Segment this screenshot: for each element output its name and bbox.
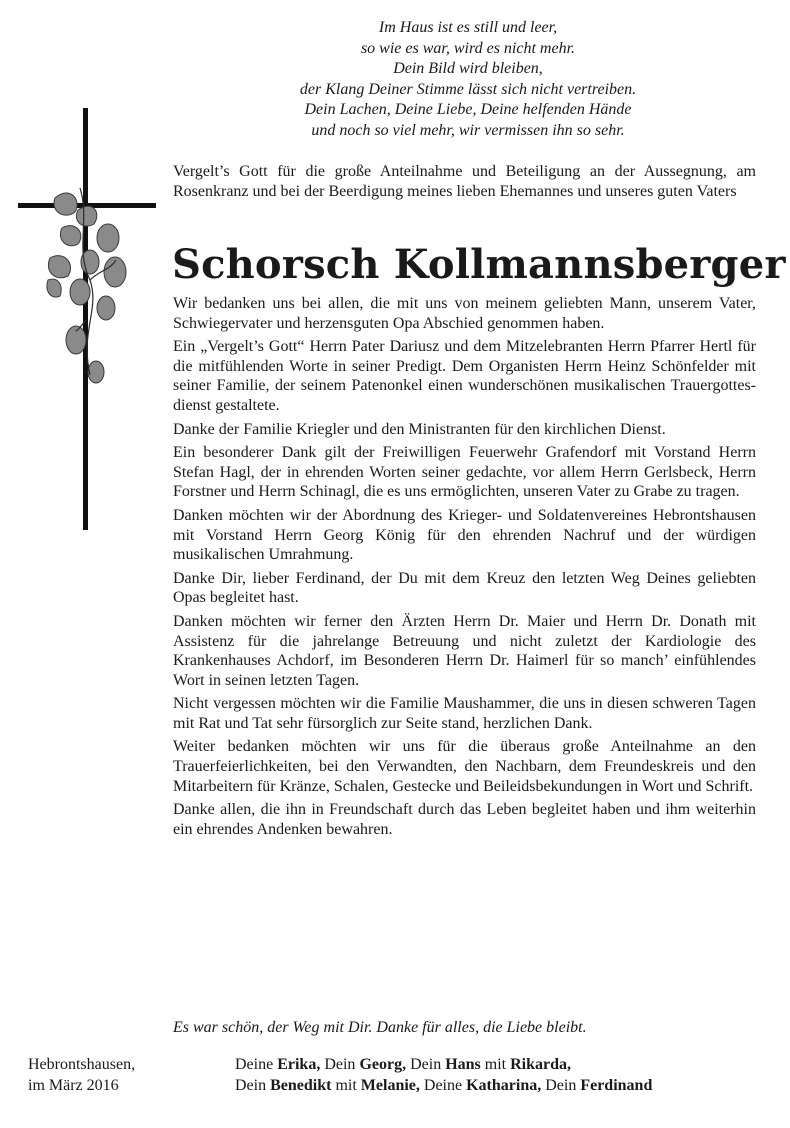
thanks-paragraph: Weiter bedanken möchten wir uns für die überaus große Anteilnahme an den Trauerfeierlichkeiten, bei den Verwandten, den Nachbarn, dem Freundeskreis und den Mitarbeitern für Kränze, Schalen, Gestecke und Beileidsbekundungen in Wort und Schrift. <box>173 738 756 795</box>
deceased-name: Schorsch Kollmannsberger <box>172 241 786 288</box>
thanks-paragraph: Danke der Familie Kriegler und den Ministranten für den kirchlichen Dienst. <box>173 420 666 438</box>
poem-line: so wie es war, wird es nicht mehr. <box>360 39 576 57</box>
thanks-paragraph: Danke allen, die ihn in Freundschaft durch das Leben begleitet haben und ihm weiterhin ein ehrendes Andenken bewahren. <box>173 801 756 838</box>
signature-word: Deine <box>235 1056 278 1073</box>
poem-line: Im Haus ist es still und leer, <box>378 19 558 36</box>
signer-name: Rikarda, <box>510 1056 572 1073</box>
signature-word: Dein <box>320 1056 360 1073</box>
signer-name: Georg, <box>359 1056 407 1073</box>
thanks-body <box>173 294 756 843</box>
signature-line <box>235 1075 652 1096</box>
thanks-paragraph: Danken möchten wir der Abordnung des Krieger- und Soldatenvereines Hebrontshausen mit Vorstand Herrn Georg König für den ehrenden Nachruf und der würdigen musikalischen Umrahmung. <box>173 506 756 564</box>
signer-name: Hans <box>445 1056 481 1073</box>
poem-line: Dein Lachen, Deine Liebe, Deine helfenden Hände <box>304 101 632 119</box>
poem-line: der Klang Deiner Stimme lässt sich nicht vertreiben. <box>299 80 637 98</box>
signature-word: Dein <box>541 1077 581 1094</box>
poem-line: Dein Bild wird bleiben, <box>393 60 543 78</box>
thanks-paragraph: Danke Dir, lieber Ferdinand, der Du mit dem Kreuz den letzten Weg Deines geliebten Opas begleitet hast. <box>173 569 756 607</box>
signer-name: Benedikt <box>270 1077 332 1094</box>
signer-name: Melanie, <box>360 1077 420 1094</box>
signature <box>235 1054 652 1096</box>
thanks-paragraph: Danken möchten wir ferner den Ärzten Herrn Dr. Maier und Herrn Dr. Donath mit Assistenz für die jahrelange Betreuung und nicht zuletzt der Kardiologie des Krankenhauses Achdorf, im Besonderen Herrn Dr. Haimerl für so manch’ einfühlendes Wort in seinen letzten Tagen. <box>173 612 756 689</box>
signer-name: Erika, <box>277 1056 321 1073</box>
poem <box>170 18 766 142</box>
thanks-paragraph: Nicht vergessen möchten wir die Familie Maushammer, die uns in diesen schweren Tagen mit Rat und Tat sehr fürsorglich zur Seite stand, herzlichen Dank. <box>173 695 756 732</box>
thanks-paragraph: Ein „Vergelt’s Gott“ Herrn Pater Dariusz und dem Mitzelebranten Herrn Pfarrer Hertl für die mitfühlenden Worte in seiner Predigt. Dem Organisten Herrn Heinz Schönfelder mit seiner Familie, der seinem Patenonkel einen wunderschönen musikalischen Trauergottesdienst gestaltete. <box>173 338 756 414</box>
signer-name: Katharina, <box>466 1077 542 1094</box>
closing-line: Es war schön, der Weg mit Dir. Danke für alles, die Liebe bleibt. <box>173 1019 587 1036</box>
signature-line <box>235 1054 652 1075</box>
signature-word: Dein <box>235 1077 271 1094</box>
signature-word: mit <box>331 1077 361 1094</box>
poem-line: und noch so viel mehr, wir vermissen ihn so sehr. <box>311 121 625 139</box>
signature-word: Deine <box>419 1077 467 1094</box>
place: Hebrontshausen, <box>28 1056 136 1073</box>
place-date <box>28 1054 135 1096</box>
signer-name: Ferdinand <box>580 1077 653 1094</box>
signature-word: Dein <box>406 1056 446 1073</box>
thanks-paragraph: Wir bedanken uns bei allen, die mit uns von meinem geliebten Mann, unserem Vater, Schwiegervater und herzensguten Opa Abschied genommen haben. <box>173 295 756 332</box>
date: im März 2016 <box>28 1077 119 1094</box>
signature-word: mit <box>480 1056 511 1073</box>
intro-text: Vergelt’s Gott für die große Anteilnahme und Beteiligung an der Aussegnung, am Rosenkranz und bei der Beerdigung meines lieben Ehemannes und unseres guten Vaters <box>173 163 756 200</box>
hops-vine-icon <box>20 180 160 390</box>
thanks-paragraph: Ein besonderer Dank gilt der Freiwilligen Feuerwehr Grafendorf mit Vorstand Herrn Stefan Hagl, der in ehrenden Worten seiner gedachte, vor allem Herrn Gerlsbeck, Herrn Forstner und Herrn Schinagl, die es uns ermöglichten, unseren Vater zu Grabe zu tragen. <box>173 444 756 501</box>
